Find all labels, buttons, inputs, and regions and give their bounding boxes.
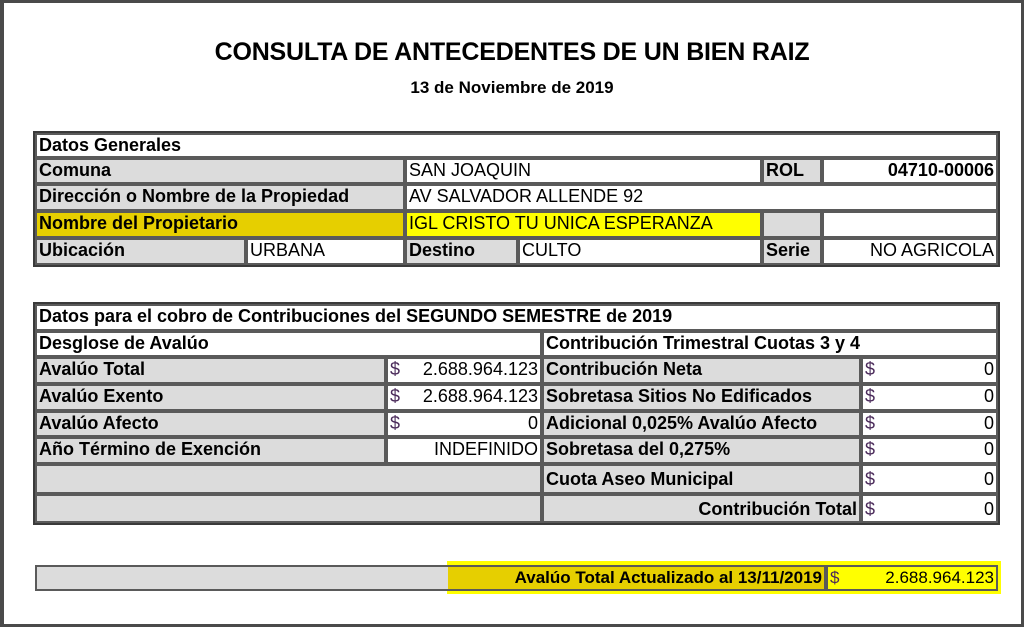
currency-symbol: $ [865,413,876,433]
summary-spacer [35,565,448,591]
desglose-label: Avalúo Afecto [35,411,386,437]
desglose-label: Año Término de Exención [35,437,386,464]
empty-label-cell [762,211,822,238]
currency-symbol: $ [865,499,876,519]
propietario-value: IGL CRISTO TU UNICA ESPERANZA [405,211,762,238]
desglose-value: INDEFINIDO [386,437,542,464]
comuna-label: Comuna [35,158,405,184]
ubicacion-value: URBANA [246,238,405,265]
desglose-label: Avalúo Total [35,357,386,384]
amount: 0 [983,413,994,433]
currency-symbol: $ [865,469,876,489]
serie-value: NO AGRICOLA [822,238,998,265]
contribucion-total-label: Contribución Total [542,494,861,523]
currency-symbol: $ [865,439,876,459]
desglose-value [386,357,542,384]
destino-value: CULTO [518,238,762,265]
amount: 0 [983,359,994,379]
desglose-label: Avalúo Exento [35,384,386,411]
amount: 0 [983,499,994,519]
amount: 0 [983,386,994,406]
currency-symbol: $ [865,359,876,379]
currency-symbol: $ [390,386,401,406]
amount: 2.688.964.123 [885,568,994,587]
propietario-label: Nombre del Propietario [35,211,405,238]
comuna-value: SAN JOAQUIN [405,158,762,184]
empty-row [35,464,542,494]
direccion-label: Dirección o Nombre de la Propiedad [35,184,405,211]
contribucion-total-value [861,494,998,523]
trimestral-value [861,357,998,384]
trimestral-label: Sobretasa del 0,275% [542,437,861,464]
desglose-value [386,384,542,411]
trimestral-label: Adicional 0,025% Avalúo Afecto [542,411,861,437]
trimestral-value [861,464,998,494]
report-date: 13 de Noviembre de 2019 [410,78,614,97]
contribuciones-heading: Datos para el cobro de Contribuciones del SEGUNDO SEMESTRE de 2019 [35,304,998,331]
serie-label: Serie [762,238,822,265]
rol-value: 04710-00006 [822,158,998,184]
ubicacion-label: Ubicación [35,238,246,265]
summary-label: Avalúo Total Actualizado al 13/11/2019 [448,565,826,591]
desglose-value [386,411,542,437]
currency-symbol: $ [390,359,401,379]
empty-value-cell [822,211,998,238]
rol-label: ROL [762,158,822,184]
amount: 2.688.964.123 [422,386,538,406]
page-title: CONSULTA DE ANTECEDENTES DE UN BIEN RAIZ [214,38,810,66]
currency-symbol: $ [390,413,401,433]
trimestral-label: Contribución Neta [542,357,861,384]
destino-label: Destino [405,238,518,265]
amount: 0 [983,439,994,459]
trimestral-value [861,384,998,411]
desglose-heading: Desglose de Avalúo [35,331,542,357]
currency-symbol: $ [865,386,876,406]
amount: 2.688.964.123 [422,359,538,379]
trimestral-heading: Contribución Trimestral Cuotas 3 y 4 [542,331,998,357]
trimestral-value [861,437,998,464]
datos-generales-heading: Datos Generales [35,133,998,158]
trimestral-label: Sobretasa Sitios No Edificados [542,384,861,411]
trimestral-label: Cuota Aseo Municipal [542,464,861,494]
currency-symbol: $ [830,568,840,587]
direccion-value: AV SALVADOR ALLENDE 92 [405,184,998,211]
amount: 0 [527,413,538,433]
trimestral-value [861,411,998,437]
amount: 0 [983,469,994,489]
empty-row [35,494,542,523]
summary-value [826,565,998,591]
